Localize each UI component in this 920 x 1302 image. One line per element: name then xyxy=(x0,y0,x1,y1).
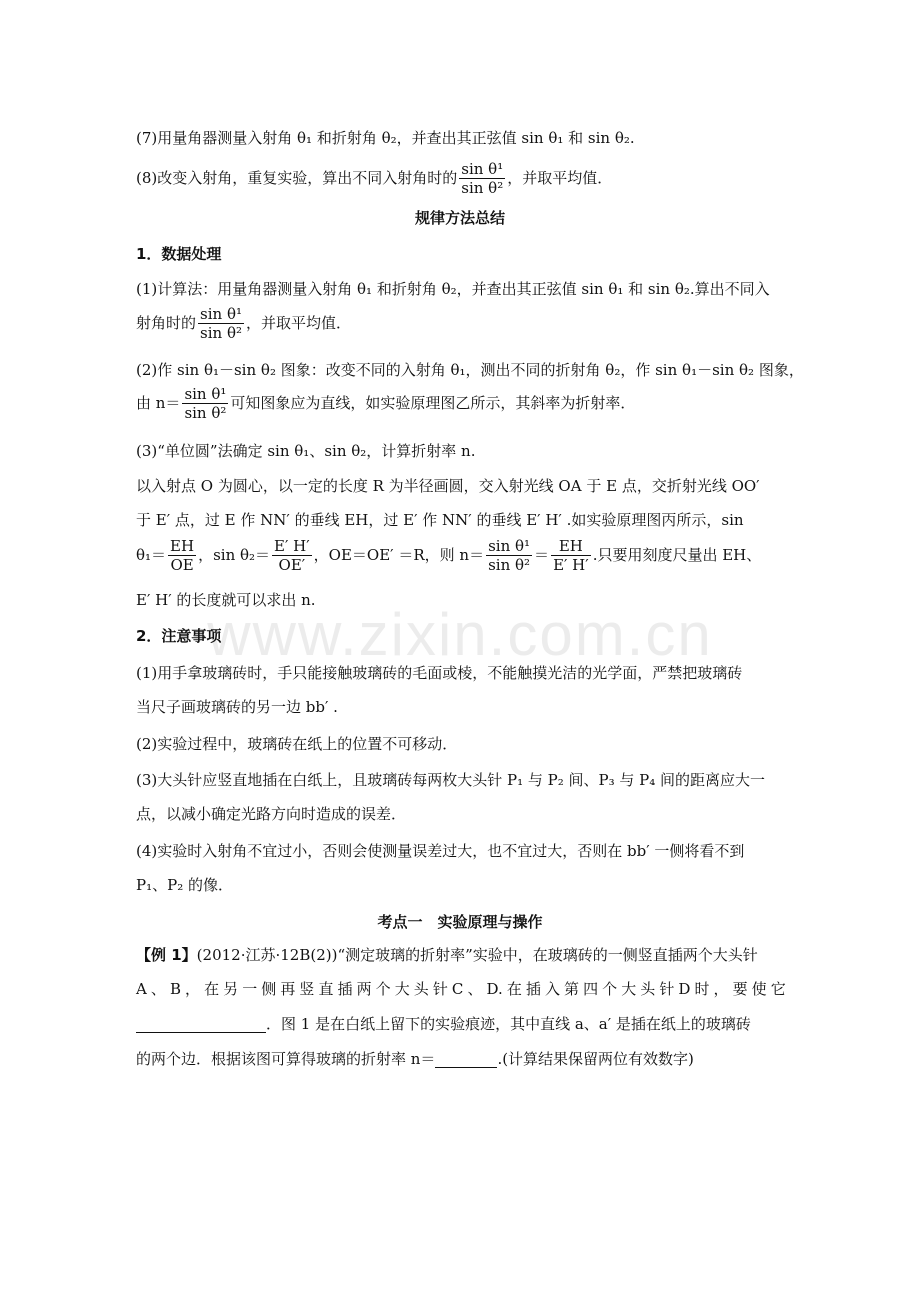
method-1-line-2 xyxy=(136,303,786,343)
method-3-title: (3)“单位圆”法确定 sin θ₁、sin θ₂，计算折射率 n. xyxy=(136,442,476,460)
char: 在 xyxy=(506,980,522,998)
note-3-line-2: 点，以减小确定光路方向时造成的误差． xyxy=(136,805,407,823)
method-3-line-4: E′ H′ 的长度就可以求出 n. xyxy=(136,591,316,609)
char: 大 xyxy=(394,980,410,998)
char: 第 xyxy=(564,980,580,998)
char: 个 xyxy=(602,980,618,998)
fraction-sin-ratio xyxy=(486,537,532,574)
char: B xyxy=(169,980,181,998)
method-2-text: 由 n＝ xyxy=(136,394,181,412)
fraction-denominator: E′ H′ xyxy=(553,555,589,574)
char: 使 xyxy=(751,980,767,998)
char: 四 xyxy=(583,980,599,998)
char: A xyxy=(136,980,147,998)
fraction-denominator: sin θ² xyxy=(184,403,227,422)
watermark: www.zixin.com.cn xyxy=(207,601,713,668)
char: 插 xyxy=(525,980,541,998)
fraction-eh-ehp xyxy=(551,537,591,574)
example-1-line-2 xyxy=(136,978,786,1000)
char: 插 xyxy=(337,980,353,998)
example-1-line-4 xyxy=(136,1048,786,1070)
method-3-text-c: ，OE＝OE′ ＝R，则 n＝ xyxy=(313,546,485,564)
example-1-text-3: ．图 1 是在白纸上留下的实验痕迹，其中直线 a、a′ 是插在纸上的玻璃砖 xyxy=(266,1015,751,1033)
method-2-tail: 可知图象应为直线，如实验原理图乙所示，其斜率为折射率． xyxy=(230,394,636,412)
char: 在 xyxy=(204,980,220,998)
key-point-heading: 考点一 实验原理与操作 xyxy=(377,913,543,931)
note-4-line-2: P₁、P₂ 的像． xyxy=(136,876,233,894)
example-1-line-3 xyxy=(136,1013,786,1035)
fraction-denominator: sin θ² xyxy=(200,323,242,342)
char: 头 xyxy=(640,980,656,998)
fraction-ehp-oep xyxy=(272,537,312,574)
fraction-sin-ratio xyxy=(182,385,228,422)
fraction-numerator: sin θ¹ xyxy=(184,384,227,403)
fraction-numerator: E′ H′ xyxy=(274,536,310,555)
char: 针 xyxy=(432,980,448,998)
step-8-text: (8)改变入射角，重复实验，算出不同入射角时的 xyxy=(136,169,458,187)
char: C xyxy=(451,980,464,998)
subsection-data-processing: 1．数据处理 xyxy=(136,245,222,263)
char: D. xyxy=(486,980,503,998)
char: 直 xyxy=(318,980,334,998)
char: 它 xyxy=(770,980,786,998)
char: 一 xyxy=(242,980,258,998)
method-3-line-1: 以入射点 O 为圆心，以一定的长度 R 为半径画圆，交入射光线 OA 于 E 点，交折射光线 OO′ xyxy=(136,477,760,495)
example-1-tail: .(计算结果保留两位有效数字) xyxy=(497,1050,694,1068)
char: 竖 xyxy=(299,980,315,998)
method-1-text: 射角时的 xyxy=(136,314,197,332)
char: 两 xyxy=(356,980,372,998)
method-3-text-e: .只要用刻度尺量出 EH、 xyxy=(592,546,762,564)
char: D xyxy=(678,980,691,998)
method-3-line-2: 于 E′ 点，过 E 作 NN′ 的垂线 EH，过 E′ 作 NN′ 的垂线 E′ H′ .如实验原理图丙所示，sin xyxy=(136,511,744,529)
example-tag: 【例 1】 xyxy=(136,946,197,964)
char: ， xyxy=(185,980,201,998)
method-3-text-d: ＝ xyxy=(534,546,550,564)
example-1-line-1 xyxy=(136,944,786,966)
fraction-denominator: sin θ² xyxy=(488,555,531,574)
char: 头 xyxy=(413,980,429,998)
note-1-line-1: (1)用手拿玻璃砖时，手只能接触玻璃砖的毛面或棱，不能触摸光洁的光学面，严禁把玻璃砖 xyxy=(136,664,743,682)
example-1-text: (2012·江苏·12B(2))“测定玻璃的折射率”实验中，在玻璃砖的一侧竖直插两个大头针 xyxy=(196,946,758,964)
char: 个 xyxy=(375,980,391,998)
fraction-sin-ratio xyxy=(459,160,505,197)
fraction-numerator: EH xyxy=(170,536,195,555)
step-7: (7)用量角器测量入射角 θ₁ 和折射角 θ₂，并查出其正弦值 sin θ₁ 和 sin θ₂. xyxy=(136,129,635,147)
fraction-denominator: OE xyxy=(170,555,194,574)
fraction-numerator: sin θ¹ xyxy=(461,159,504,178)
note-1-line-2: 当尺子画玻璃砖的另一边 bb′ . xyxy=(136,698,338,716)
answer-blank-1[interactable] xyxy=(136,1016,266,1033)
char: 入 xyxy=(544,980,560,998)
char: 时 xyxy=(694,980,710,998)
char: 针 xyxy=(659,980,675,998)
fraction-numerator: sin θ¹ xyxy=(488,536,531,555)
method-2-line-1: (2)作 sin θ₁－sin θ₂ 图象：改变不同的入射角 θ₁，测出不同的折射角 θ₂，作 sin θ₁－sin θ₂ 图象， xyxy=(136,361,804,379)
note-4-line-1: (4)实验时入射角不宜过小，否则会使测量误差过大，也不宜过大，否则在 bb′ 一侧将看不到 xyxy=(136,842,745,860)
char: 侧 xyxy=(261,980,277,998)
char: 大 xyxy=(621,980,637,998)
fraction-numerator: sin θ¹ xyxy=(200,304,242,323)
method-1-tail: ，并取平均值． xyxy=(245,314,351,332)
step-8-tail: ，并取平均值． xyxy=(507,169,613,187)
char: 再 xyxy=(280,980,296,998)
method-2-line-2 xyxy=(136,383,786,423)
method-3-line-3 xyxy=(136,533,786,577)
char: 、 xyxy=(467,980,483,998)
fraction-denominator: sin θ² xyxy=(461,178,504,197)
fraction-denominator: OE′ xyxy=(278,555,306,574)
note-2: (2)实验过程中，玻璃砖在纸上的位置不可移动． xyxy=(136,735,458,753)
example-1-text-4: 的两个边．根据该图可算得玻璃的折射率 n＝ xyxy=(136,1050,436,1068)
char: 另 xyxy=(223,980,239,998)
fraction-numerator: EH xyxy=(558,536,583,555)
fraction-sin-ratio xyxy=(198,305,244,342)
fraction-eh-oe xyxy=(168,537,196,574)
subsection-notes: 2．注意事项 xyxy=(136,627,222,645)
method-1-line-1: (1)计算法：用量角器测量入射角 θ₁ 和折射角 θ₂，并查出其正弦值 sin θ₁ 和 sin θ₂.算出不同入 xyxy=(136,280,770,298)
step-8 xyxy=(136,158,786,198)
answer-blank-2[interactable] xyxy=(435,1051,497,1068)
note-3-line-1: (3)大头针应竖直地插在白纸上，且玻璃砖每两枚大头针 P₁ 与 P₂ 间、P₃ 与 P₄ 间的距离应大一 xyxy=(136,771,766,789)
char: 、 xyxy=(150,980,166,998)
method-3-text-a: θ₁＝ xyxy=(136,546,167,564)
char: 要 xyxy=(732,980,748,998)
method-3-text-b: ，sin θ₂＝ xyxy=(198,546,271,564)
char: ， xyxy=(713,980,729,998)
section-heading: 规律方法总结 xyxy=(414,209,505,227)
